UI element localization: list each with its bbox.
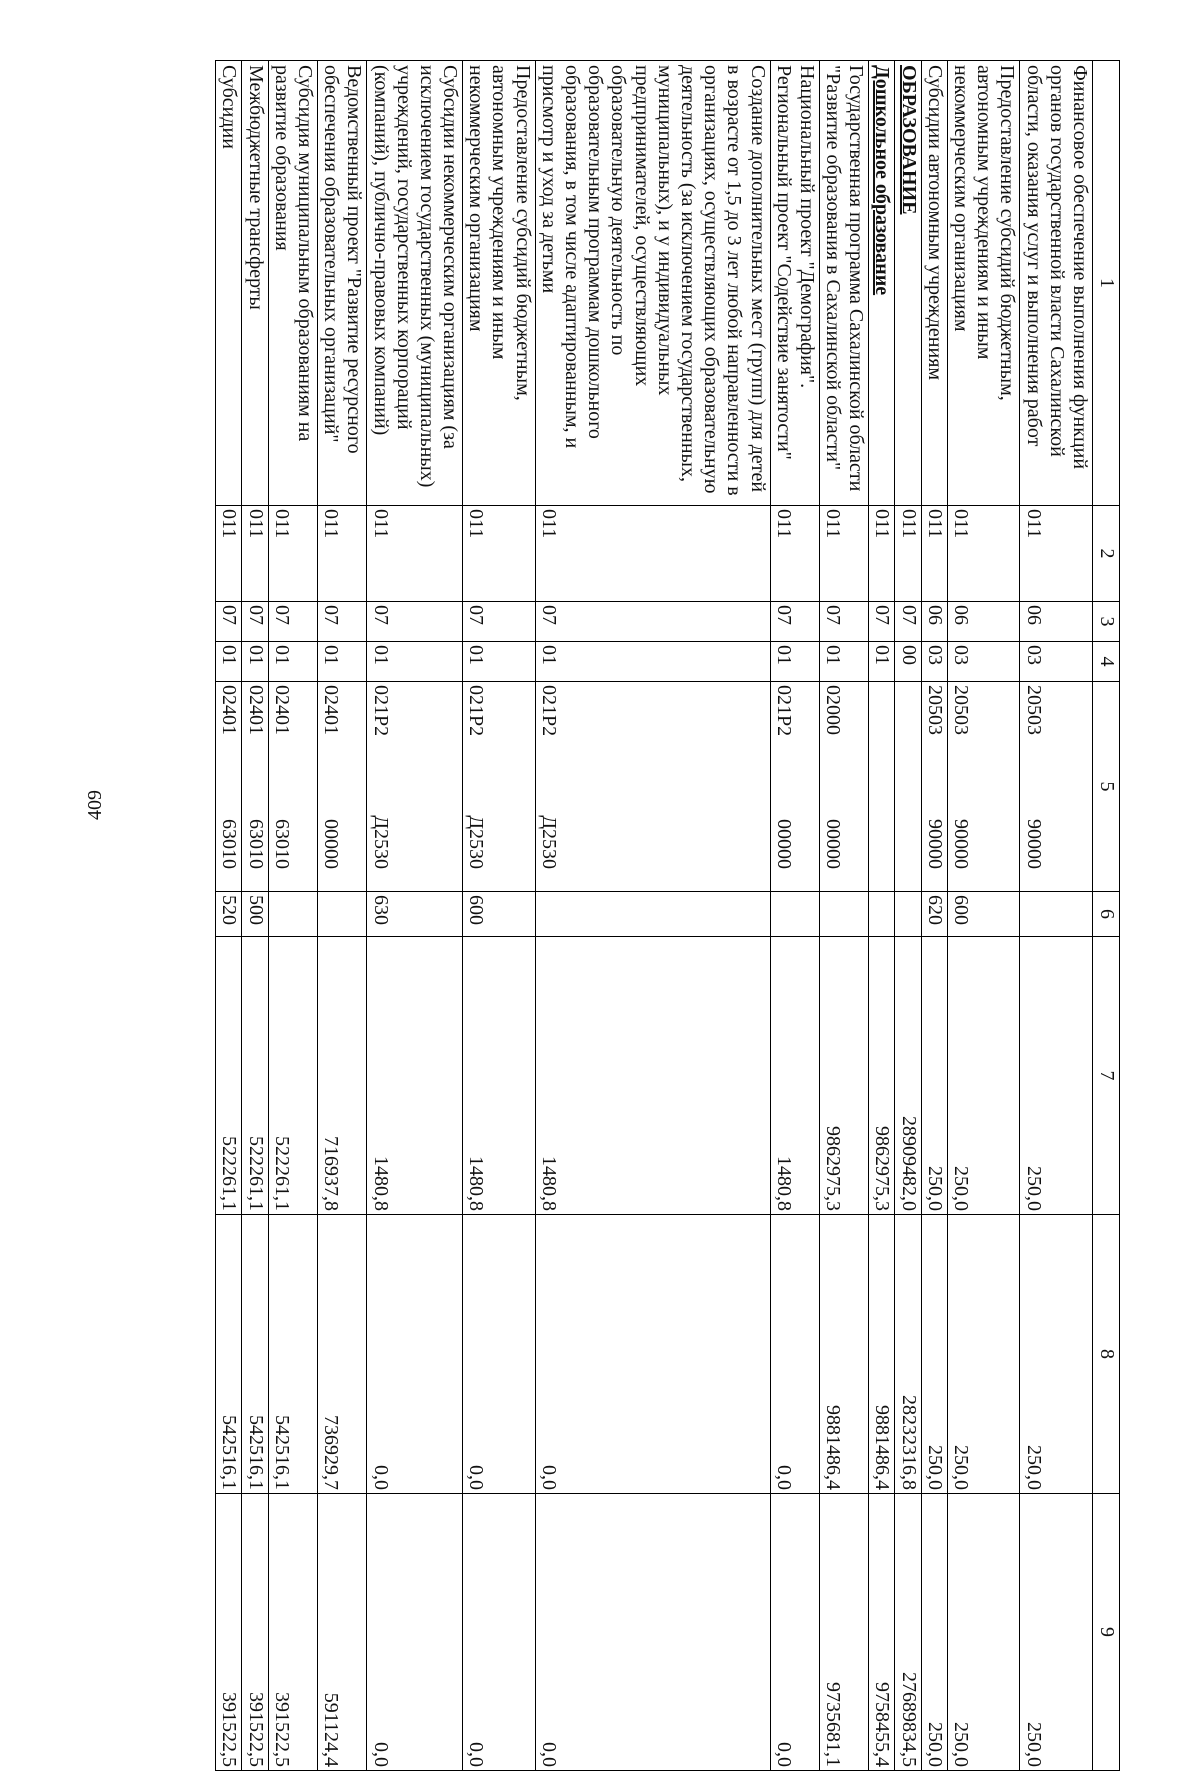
row-code-5 xyxy=(1020,682,1093,892)
row-value-7-text: 28909482,0 xyxy=(897,1116,920,1211)
row-value-7 xyxy=(268,937,317,1215)
row-code-5 xyxy=(242,682,268,892)
row-code-2-text: 011 xyxy=(369,509,392,539)
row-code-5-program: 20503 xyxy=(923,685,946,735)
row-name-text: Государственная программа Сахалинской области "Развитие образования в Сахалинской области" xyxy=(822,65,868,492)
row-code-6 xyxy=(869,892,895,937)
row-code-2 xyxy=(1020,506,1093,602)
row-code-5-direction: 63010 xyxy=(244,819,267,869)
row-value-7 xyxy=(318,937,367,1215)
column-header: 7 xyxy=(1093,937,1120,1215)
row-code-4-text: 01 xyxy=(218,645,241,665)
row-code-6 xyxy=(895,892,921,937)
table-row xyxy=(947,61,1020,1771)
row-code-3-text: 06 xyxy=(923,605,946,625)
row-code-2-text: 011 xyxy=(537,509,560,539)
row-code-6 xyxy=(367,892,463,937)
row-code-3-text: 07 xyxy=(320,605,343,625)
row-code-5-program: 02401 xyxy=(270,685,293,735)
column-header: 2 xyxy=(1093,506,1120,602)
column-header: 8 xyxy=(1093,1215,1120,1494)
row-value-9 xyxy=(895,1494,921,1771)
row-code-3-text: 07 xyxy=(270,605,293,625)
row-value-9-text: 0,0 xyxy=(772,1742,795,1767)
row-value-8-text: 0,0 xyxy=(537,1465,560,1490)
row-value-7-text: 250,0 xyxy=(923,1166,946,1211)
row-code-5-direction: 00000 xyxy=(772,819,795,869)
row-code-5 xyxy=(268,682,317,892)
row-value-7-text: 250,0 xyxy=(950,1166,973,1211)
row-name xyxy=(1020,61,1093,506)
row-code-6 xyxy=(242,892,268,937)
row-value-9 xyxy=(869,1494,895,1771)
row-value-7 xyxy=(947,937,1020,1215)
row-name-text: Субсидия муниципальным образованиям на развитие образования xyxy=(270,65,316,442)
row-value-8-text: 0,0 xyxy=(465,1465,488,1490)
row-value-8 xyxy=(318,1215,367,1494)
row-value-7-text: 522261,1 xyxy=(270,1136,293,1211)
row-name-text: Субсидии xyxy=(218,65,241,149)
table-row xyxy=(535,61,770,1771)
row-code-2-text: 011 xyxy=(871,509,894,539)
row-code-5-direction: 63010 xyxy=(270,819,293,869)
row-code-2-text: 011 xyxy=(244,509,267,539)
row-code-2-text: 011 xyxy=(772,509,795,539)
row-code-6 xyxy=(1020,892,1093,937)
table-row xyxy=(463,61,536,1771)
row-value-8-text: 250,0 xyxy=(923,1445,946,1490)
row-value-9 xyxy=(947,1494,1020,1771)
row-code-3-text: 06 xyxy=(1022,605,1045,625)
row-code-2 xyxy=(367,506,463,602)
row-code-5-direction: Д2530 xyxy=(537,815,560,869)
row-value-7 xyxy=(463,937,536,1215)
row-value-7 xyxy=(367,937,463,1215)
row-code-5 xyxy=(921,682,947,892)
row-code-2-text: 011 xyxy=(950,509,973,539)
row-value-7-text: 1480,8 xyxy=(772,1156,795,1211)
row-value-8-text: 542516,1 xyxy=(244,1415,267,1490)
row-value-8 xyxy=(1020,1215,1093,1494)
row-code-6 xyxy=(770,892,819,937)
row-code-3-text: 07 xyxy=(897,605,920,625)
row-code-3-text: 07 xyxy=(822,605,845,625)
row-code-5-program: 02401 xyxy=(218,685,241,735)
row-code-5-program: 021P2 xyxy=(465,685,488,737)
page-number: 409 xyxy=(84,790,106,820)
row-value-9 xyxy=(318,1494,367,1771)
row-name xyxy=(947,61,1020,506)
row-code-4-text: 01 xyxy=(320,645,343,665)
row-value-8 xyxy=(367,1215,463,1494)
row-value-8 xyxy=(895,1215,921,1494)
row-code-6 xyxy=(216,892,242,937)
row-value-7 xyxy=(869,937,895,1215)
row-name-text: Ведомственный проект "Развитие ресурсного обеспечения образовательных организаций" xyxy=(320,65,366,454)
row-code-5-program: 021P2 xyxy=(772,685,795,737)
row-value-8-text: 9881486,4 xyxy=(871,1405,894,1490)
row-value-7 xyxy=(921,937,947,1215)
row-value-9 xyxy=(268,1494,317,1771)
row-name xyxy=(869,61,895,506)
row-code-4-text: 01 xyxy=(465,645,488,665)
row-code-2 xyxy=(895,506,921,602)
row-code-4-text: 01 xyxy=(244,645,267,665)
row-code-2 xyxy=(535,506,770,602)
row-value-7-text: 1480,8 xyxy=(537,1156,560,1211)
row-code-3 xyxy=(921,602,947,642)
row-name-text: Субсидии автономным учреждениям xyxy=(923,65,946,381)
table-row xyxy=(819,61,868,1771)
row-value-9-text: 9758455,4 xyxy=(871,1682,894,1767)
row-code-4-text: 01 xyxy=(772,645,795,665)
row-code-5-program: 02401 xyxy=(244,685,267,735)
row-code-3-text: 06 xyxy=(950,605,973,625)
row-code-5-program: 02401 xyxy=(320,685,343,735)
row-code-4-text: 03 xyxy=(950,645,973,665)
row-value-8 xyxy=(463,1215,536,1494)
row-value-7 xyxy=(535,937,770,1215)
row-code-5 xyxy=(367,682,463,892)
row-value-9-text: 591124,4 xyxy=(320,1692,343,1767)
row-code-3 xyxy=(535,602,770,642)
row-code-5-program: 021P2 xyxy=(537,685,560,737)
row-code-3-text: 07 xyxy=(465,605,488,625)
row-code-5 xyxy=(895,682,921,892)
row-code-5 xyxy=(463,682,536,892)
row-code-4 xyxy=(869,642,895,682)
row-value-7-text: 1480,8 xyxy=(369,1156,392,1211)
column-header: 5 xyxy=(1093,682,1120,892)
row-code-4 xyxy=(216,642,242,682)
row-code-5 xyxy=(535,682,770,892)
row-code-4 xyxy=(463,642,536,682)
row-code-2 xyxy=(268,506,317,602)
row-code-6 xyxy=(921,892,947,937)
row-value-9 xyxy=(216,1494,242,1771)
row-code-2-text: 011 xyxy=(822,509,845,539)
table-row xyxy=(770,61,819,1771)
row-value-8-text: 736929,7 xyxy=(320,1415,343,1490)
row-code-3-text: 07 xyxy=(244,605,267,625)
row-name xyxy=(819,61,868,506)
row-code-2-text: 011 xyxy=(465,509,488,539)
row-code-3 xyxy=(869,602,895,642)
row-code-3-text: 07 xyxy=(537,605,560,625)
row-name xyxy=(216,61,242,506)
row-code-5-direction: 90000 xyxy=(950,819,973,869)
row-value-9-text: 250,0 xyxy=(1022,1722,1045,1767)
row-name-text: Создание дополнительных мест (групп) для детей в возрасте от 1,5 до 3 лет любой направленности в организациях, осуществляющих образовательную деятельность (за исключением государственных, муниципальных), и у индивидуальных предпринимателей, осуществляющих образовательную деятельность по образовательным программам дошкольного образования, в том числе адаптированным, и присмотр и уход за детьми xyxy=(537,65,769,496)
table-row xyxy=(367,61,463,1771)
row-value-8 xyxy=(869,1215,895,1494)
row-value-9-text: 0,0 xyxy=(465,1742,488,1767)
row-code-4-text: 01 xyxy=(369,645,392,665)
table-row xyxy=(895,61,921,1771)
row-name-text: Предоставление субсидий бюджетным, автономным учреждениям и иным некоммерческим организациям xyxy=(950,65,1019,401)
row-code-3 xyxy=(216,602,242,642)
row-code-6-text: 500 xyxy=(244,895,267,925)
row-name xyxy=(535,61,770,506)
row-value-9-text: 250,0 xyxy=(923,1722,946,1767)
row-value-8 xyxy=(947,1215,1020,1494)
row-value-7-text: 9862975,3 xyxy=(871,1126,894,1211)
row-value-8-text: 542516,1 xyxy=(218,1415,241,1490)
row-code-5-direction: 90000 xyxy=(923,819,946,869)
row-code-6-text: 620 xyxy=(923,895,946,925)
row-code-6 xyxy=(268,892,317,937)
row-code-6-text: 600 xyxy=(950,895,973,925)
row-value-8 xyxy=(268,1215,317,1494)
row-value-9-text: 9735681,1 xyxy=(822,1682,845,1767)
row-code-6 xyxy=(947,892,1020,937)
row-value-9-text: 0,0 xyxy=(537,1742,560,1767)
row-value-9-text: 391522,5 xyxy=(270,1692,293,1767)
row-name xyxy=(463,61,536,506)
row-code-4 xyxy=(535,642,770,682)
row-code-5-program: 20503 xyxy=(1022,685,1045,735)
row-value-8 xyxy=(535,1215,770,1494)
row-code-4 xyxy=(895,642,921,682)
row-name-text: Национальный проект "Демография". Региональный проект "Содействие занятости" xyxy=(772,65,818,460)
row-code-4 xyxy=(367,642,463,682)
row-code-4-text: 01 xyxy=(822,645,845,665)
row-code-3-text: 07 xyxy=(871,605,894,625)
row-code-4 xyxy=(242,642,268,682)
row-name-text: Финансовое обеспечение выполнения функций органов государственной власти Сахалинской области, оказания услуг и выполнения работ xyxy=(1022,65,1091,470)
row-code-5 xyxy=(216,682,242,892)
row-value-7-text: 1480,8 xyxy=(465,1156,488,1211)
row-name xyxy=(770,61,819,506)
row-code-3 xyxy=(770,602,819,642)
row-name-text: Предоставление субсидий бюджетным, автономным учреждениям и иным некоммерческим организациям xyxy=(465,65,534,401)
budget-table-sheet xyxy=(140,60,1120,1770)
row-code-6 xyxy=(535,892,770,937)
row-code-4 xyxy=(318,642,367,682)
row-name-text: Межбюджетные трансферты xyxy=(244,65,267,310)
row-value-8-text: 9881486,4 xyxy=(822,1405,845,1490)
column-header: 3 xyxy=(1093,602,1120,642)
row-code-4-text: 01 xyxy=(871,645,894,665)
row-code-6 xyxy=(463,892,536,937)
row-value-9 xyxy=(819,1494,868,1771)
row-code-2-text: 011 xyxy=(320,509,343,539)
row-value-9 xyxy=(463,1494,536,1771)
row-value-7-text: 9862975,3 xyxy=(822,1126,845,1211)
row-name xyxy=(242,61,268,506)
row-value-8-text: 250,0 xyxy=(1022,1445,1045,1490)
row-name xyxy=(895,61,921,506)
row-code-6-text: 520 xyxy=(218,895,241,925)
row-code-4-text: 01 xyxy=(270,645,293,665)
row-value-7-text: 716937,8 xyxy=(320,1136,343,1211)
row-value-8-text: 0,0 xyxy=(369,1465,392,1490)
row-code-2 xyxy=(463,506,536,602)
row-code-5-direction: Д2530 xyxy=(369,815,392,869)
row-code-5-direction: 00000 xyxy=(822,819,845,869)
row-code-4 xyxy=(770,642,819,682)
row-value-9 xyxy=(367,1494,463,1771)
column-header: 6 xyxy=(1093,892,1120,937)
budget-table xyxy=(215,60,1120,1771)
row-code-4-text: 03 xyxy=(1022,645,1045,665)
row-value-8-text: 542516,1 xyxy=(270,1415,293,1490)
row-code-5-program: 021P2 xyxy=(369,685,392,737)
row-code-5 xyxy=(318,682,367,892)
row-code-6-text: 630 xyxy=(369,895,392,925)
row-value-7 xyxy=(1020,937,1093,1215)
row-code-4-text: 00 xyxy=(897,645,920,665)
row-code-6-text: 600 xyxy=(465,895,488,925)
row-code-2-text: 011 xyxy=(218,509,241,539)
row-code-3 xyxy=(947,602,1020,642)
row-code-4-text: 01 xyxy=(537,645,560,665)
row-code-3 xyxy=(367,602,463,642)
row-value-9-text: 391522,5 xyxy=(218,1692,241,1767)
row-value-8 xyxy=(770,1215,819,1494)
row-value-8-text: 250,0 xyxy=(950,1445,973,1490)
row-code-2 xyxy=(869,506,895,602)
row-value-8-text: 28232316,8 xyxy=(897,1395,920,1490)
row-name-text: Субсидии некоммерческим организациям (за исключением государственных (муниципальных) учреждений, государственных корпораций (компаний), публично-правовых компаний) xyxy=(369,65,462,488)
row-value-9 xyxy=(921,1494,947,1771)
row-value-9-text: 27689834,5 xyxy=(897,1672,920,1767)
row-value-9 xyxy=(1020,1494,1093,1771)
row-value-7-text: 522261,1 xyxy=(244,1136,267,1211)
row-value-9 xyxy=(535,1494,770,1771)
row-code-4 xyxy=(947,642,1020,682)
row-value-8 xyxy=(216,1215,242,1494)
row-code-2 xyxy=(318,506,367,602)
row-code-5 xyxy=(819,682,868,892)
row-code-4 xyxy=(1020,642,1093,682)
row-code-3 xyxy=(242,602,268,642)
row-code-3 xyxy=(268,602,317,642)
row-code-4-text: 03 xyxy=(923,645,946,665)
row-value-7 xyxy=(216,937,242,1215)
table-row xyxy=(268,61,317,1771)
row-value-9-text: 250,0 xyxy=(950,1722,973,1767)
table-row xyxy=(869,61,895,1771)
row-name xyxy=(367,61,463,506)
row-code-3-text: 07 xyxy=(369,605,392,625)
row-code-2-text: 011 xyxy=(1022,509,1045,539)
row-code-5 xyxy=(770,682,819,892)
row-value-7 xyxy=(242,937,268,1215)
row-code-2-text: 011 xyxy=(923,509,946,539)
row-value-9-text: 0,0 xyxy=(369,1742,392,1767)
row-name xyxy=(268,61,317,506)
row-code-3 xyxy=(819,602,868,642)
row-code-3 xyxy=(895,602,921,642)
row-code-2 xyxy=(921,506,947,602)
row-code-5-direction: 63010 xyxy=(218,819,241,869)
row-value-9 xyxy=(770,1494,819,1771)
table-row xyxy=(318,61,367,1771)
row-code-2 xyxy=(216,506,242,602)
row-code-5 xyxy=(869,682,895,892)
row-value-7 xyxy=(770,937,819,1215)
row-value-7 xyxy=(819,937,868,1215)
row-value-8 xyxy=(819,1215,868,1494)
row-code-5-program: 02000 xyxy=(822,685,845,735)
row-code-5-direction: 00000 xyxy=(320,819,343,869)
row-code-3 xyxy=(1020,602,1093,642)
row-name xyxy=(921,61,947,506)
row-code-5-program: 20503 xyxy=(950,685,973,735)
row-code-2-text: 011 xyxy=(270,509,293,539)
row-code-3 xyxy=(318,602,367,642)
row-code-3-text: 07 xyxy=(772,605,795,625)
table-row xyxy=(921,61,947,1771)
row-name-text: ОБРАЗОВАНИЕ xyxy=(897,65,920,215)
table-row xyxy=(216,61,242,1771)
row-code-4 xyxy=(921,642,947,682)
row-code-4 xyxy=(268,642,317,682)
table-body xyxy=(216,61,1093,1771)
column-header: 9 xyxy=(1093,1494,1120,1771)
row-code-5 xyxy=(947,682,1020,892)
column-header: 4 xyxy=(1093,642,1120,682)
row-code-5-direction: Д2530 xyxy=(465,815,488,869)
row-name-text: Дошкольное образование xyxy=(871,65,894,296)
header-row xyxy=(1093,61,1120,1771)
row-value-7-text: 250,0 xyxy=(1022,1166,1045,1211)
row-code-2 xyxy=(819,506,868,602)
row-code-6 xyxy=(819,892,868,937)
row-value-9 xyxy=(242,1494,268,1771)
table-row xyxy=(1020,61,1093,1771)
row-value-7 xyxy=(895,937,921,1215)
row-value-7-text: 522261,1 xyxy=(218,1136,241,1211)
row-code-6 xyxy=(318,892,367,937)
row-value-8 xyxy=(242,1215,268,1494)
row-code-2 xyxy=(947,506,1020,602)
row-code-3-text: 07 xyxy=(218,605,241,625)
row-name xyxy=(318,61,367,506)
table-row xyxy=(242,61,268,1771)
row-value-9-text: 391522,5 xyxy=(244,1692,267,1767)
row-code-4 xyxy=(819,642,868,682)
row-value-8 xyxy=(921,1215,947,1494)
row-code-3 xyxy=(463,602,536,642)
row-value-8-text: 0,0 xyxy=(772,1465,795,1490)
row-code-2-text: 011 xyxy=(897,509,920,539)
row-code-5-direction: 90000 xyxy=(1022,819,1045,869)
row-code-2 xyxy=(242,506,268,602)
column-header: 1 xyxy=(1093,61,1120,506)
row-code-2 xyxy=(770,506,819,602)
